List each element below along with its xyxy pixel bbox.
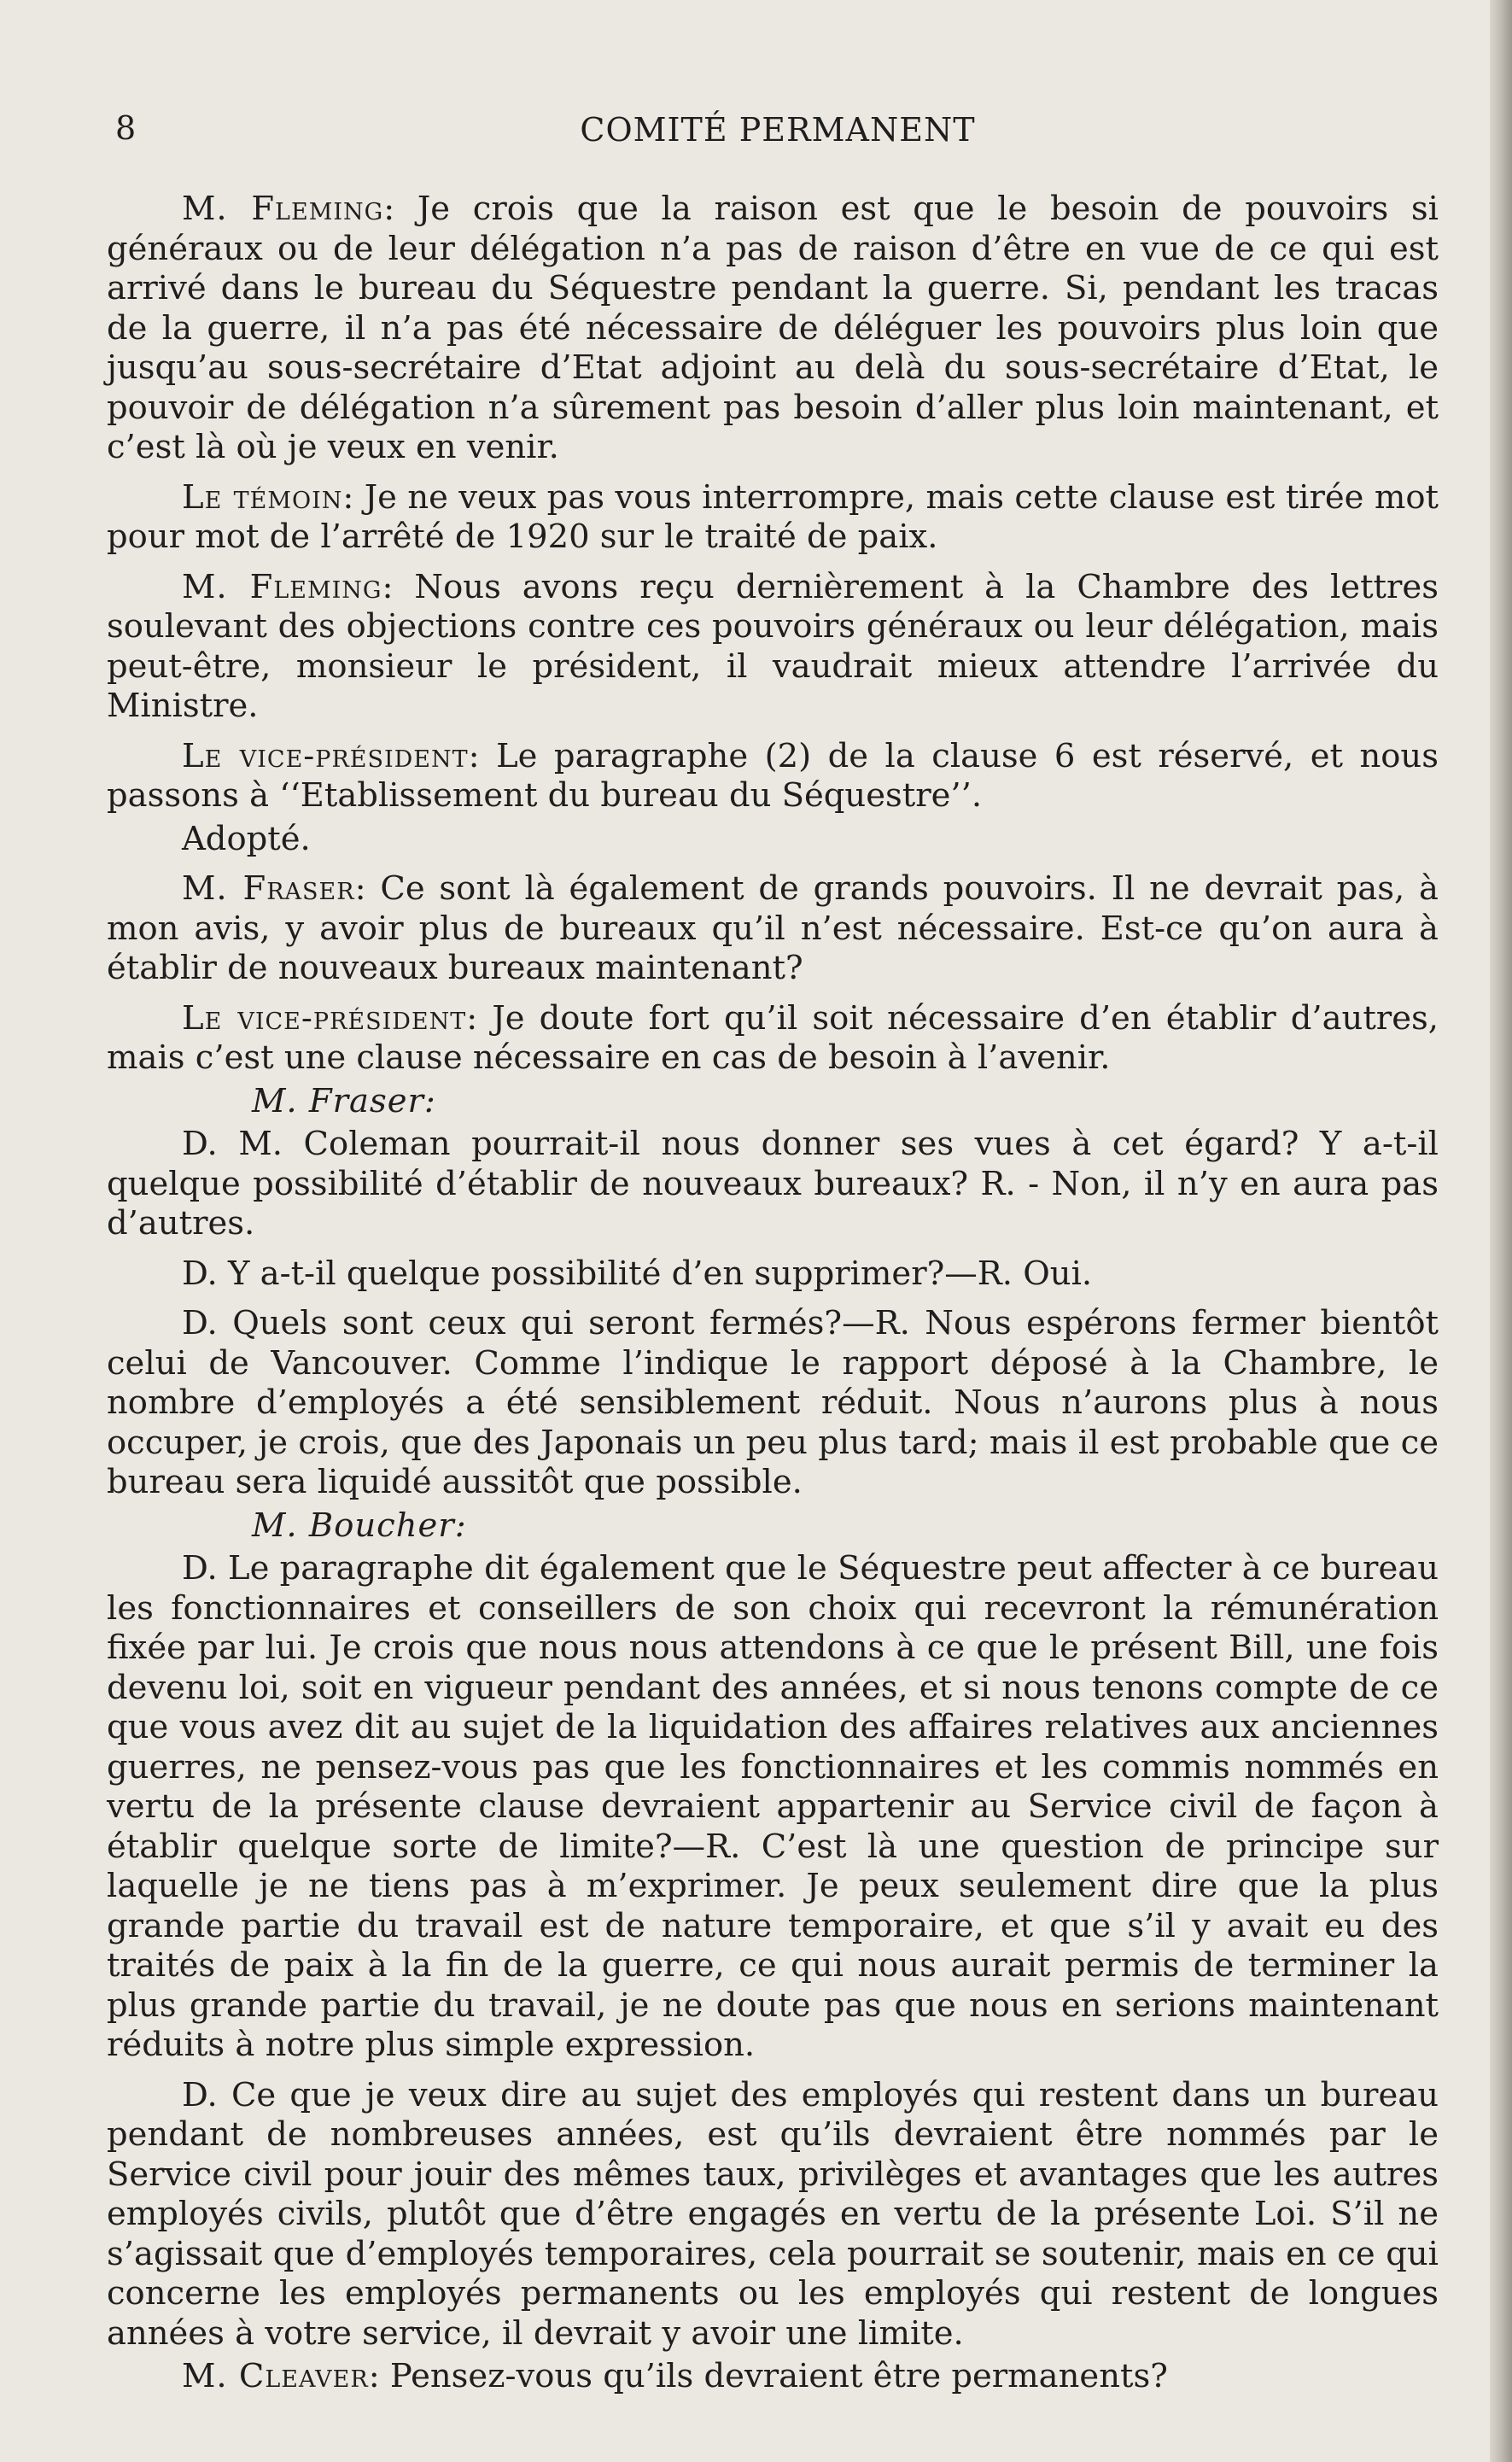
paragraph-text: Je ne veux pas vous interrompre, mais cette clause est tirée mot pour mot de l’arrêté de 1920 sur le traité de paix. (107, 477, 1439, 556)
speaker-separator: : (468, 736, 497, 775)
paragraph-text: Nous avons reçu dernièrement à la Chambre des lettres soulevant des objections contre ces pouvoirs généraux ou leur délégation, mais peut-être, monsieur le président, il vaudrait mieux attendre l’arrivée du Ministre. (107, 567, 1439, 725)
questioner-heading: M. Boucher: (252, 1506, 467, 1545)
paragraph-text: Adopté. (182, 819, 311, 858)
paragraph-text: D. Le paragraphe dit également que le Séquestre peut affecter à ce bureau les fonctionnaires et conseillers de son choix qui recevront la rémunération fixée par lui. Je crois que nous nous attendons à ce que le présent Bill, une fois devenu loi, soit en vigueur pendant des années, et si nous tenons compte de ce que vous avez dit au sujet de la liquidation des affaires relatives aux anciennes guerres, ne pensez-vous pas que les fonctionnaires et les commis nommés en vertu de la présente clause devraient appartenir au Service civil de façon à établir quelque sorte de limite?—R. C’est là une question de principe sur laquelle je ne tiens pas à m’exprimer. Je peux seulement dire que la plus grande partie du travail est de nature temporaire, et que s’il y avait eu des traités de paix à la fin de la guerre, ce qui nous aurait permis de terminer la plus grande partie du travail, je ne doute pas que nous en serions maintenant réduits à notre plus simple expression. (107, 1549, 1439, 2064)
speaker-name: M. Fraser (182, 869, 355, 908)
paragraph (107, 2357, 1439, 2397)
speaker-name: M. Fleming (182, 190, 384, 228)
paragraph-text: Le paragraphe (2) de la clause 6 est réservé, et nous passons à ‘‘Etablissement du bureau du Séquestre’’. (107, 736, 1439, 815)
running-head: COMITÉ PERMANENT (580, 111, 976, 149)
paragraph (107, 999, 1439, 1079)
speaker-name: Le témoin (182, 477, 343, 517)
paragraph (107, 2076, 1439, 2354)
questioner-heading: M. Fraser: (252, 1081, 436, 1120)
paragraph (107, 1125, 1439, 1244)
speaker-name: Le vice-président (182, 736, 469, 775)
page-number: 8 (115, 109, 137, 147)
speaker-separator: : (354, 869, 381, 908)
speaker-separator: : (466, 998, 493, 1038)
paragraph-text: Je crois que la raison est que le besoin de pouvoirs si généraux ou de leur délégation n’a pas de raison d’être en vue de ce qui est arrivé dans le bureau du Séquestre pendant la guerre. Si, pendant les tracas de la guerre, il n’a pas été nécessaire de déléguer les pouvoirs plus loin que jusqu’au sous-secrétaire d’Etat adjoint au delà du sous-secrétaire d’Etat, le pouvoir de délégation n’a sûrement pas besoin d’aller plus loin maintenant, et c’est là où je veux en venir. (107, 190, 1439, 466)
paragraph-text: Ce sont là également de grands pouvoirs. Il ne devrait pas, à mon avis, y avoir plus de bureaux qu’il n’est nécessaire. Est-ce qu’on aura à établir de nouveaux bureaux maintenant? (107, 869, 1439, 987)
page-header (115, 109, 1440, 161)
speaker-separator: : (368, 2357, 390, 2395)
speaker-separator: : (342, 477, 365, 517)
paragraph (107, 568, 1439, 727)
paragraph (107, 1549, 1439, 2066)
page-edge-shadow (1490, 0, 1512, 2462)
paragraph (107, 478, 1439, 558)
paragraph (107, 1304, 1439, 1503)
paragraph (107, 869, 1439, 989)
speaker-name: Le vice-président (182, 998, 467, 1038)
speaker-separator: : (383, 190, 417, 228)
speaker-separator: : (382, 567, 415, 606)
speaker-name: M. Cleaver (182, 2357, 369, 2395)
paragraph-text: Pensez-vous qu’ils devraient être permanents? (389, 2357, 1168, 2395)
body-text (107, 190, 1439, 2407)
paragraph-text: D. M. Coleman pourrait-il nous donner ses vues à cet égard? Y a-t-il quelque possibilité d’établir de nouveaux bureaux? R. - Non, il n’y en aura pas d’autres. (107, 1125, 1439, 1243)
paragraph (107, 820, 1439, 860)
paragraph (107, 190, 1439, 468)
speaker-name: M. Fleming (182, 567, 382, 606)
paragraph-text: D. Ce que je veux dire au sujet des employés qui restent dans un bureau pendant de nombreuses années, est qu’ils devraient être nommés par le Service civil pour jouir des mêmes taux, privilèges et avantages que les autres employés civils, plutôt que d’être engagés en vertu de la présente Loi. S’il ne s’agissait que d’employés temporaires, cela pourrait se soutenir, mais en ce qui concerne les employés permanents ou les employés qui restent de longues années à votre service, il devrait y avoir une limite. (107, 2075, 1439, 2353)
paragraph-text: D. Y a-t-il quelque possibilité d’en supprimer?—R. Oui. (182, 1254, 1093, 1293)
paragraph-text: Je doute fort qu’il soit nécessaire d’en établir d’autres, mais c’est une clause nécessaire en cas de besoin à l’avenir. (107, 998, 1439, 1077)
paragraph (107, 1254, 1439, 1295)
paragraph-text: D. Quels sont ceux qui seront fermés?—R. Nous espérons fermer bientôt celui de Vancouver. Comme l’indique le rapport déposé à la Chambre, le nombre d’employés a été sensiblement réduit. Nous n’aurons plus à nous occuper, je crois, que des Japonais un peu plus tard; mais il est probable que ce bureau sera liquidé aussitôt que possible. (107, 1304, 1439, 1501)
paragraph (107, 737, 1439, 816)
